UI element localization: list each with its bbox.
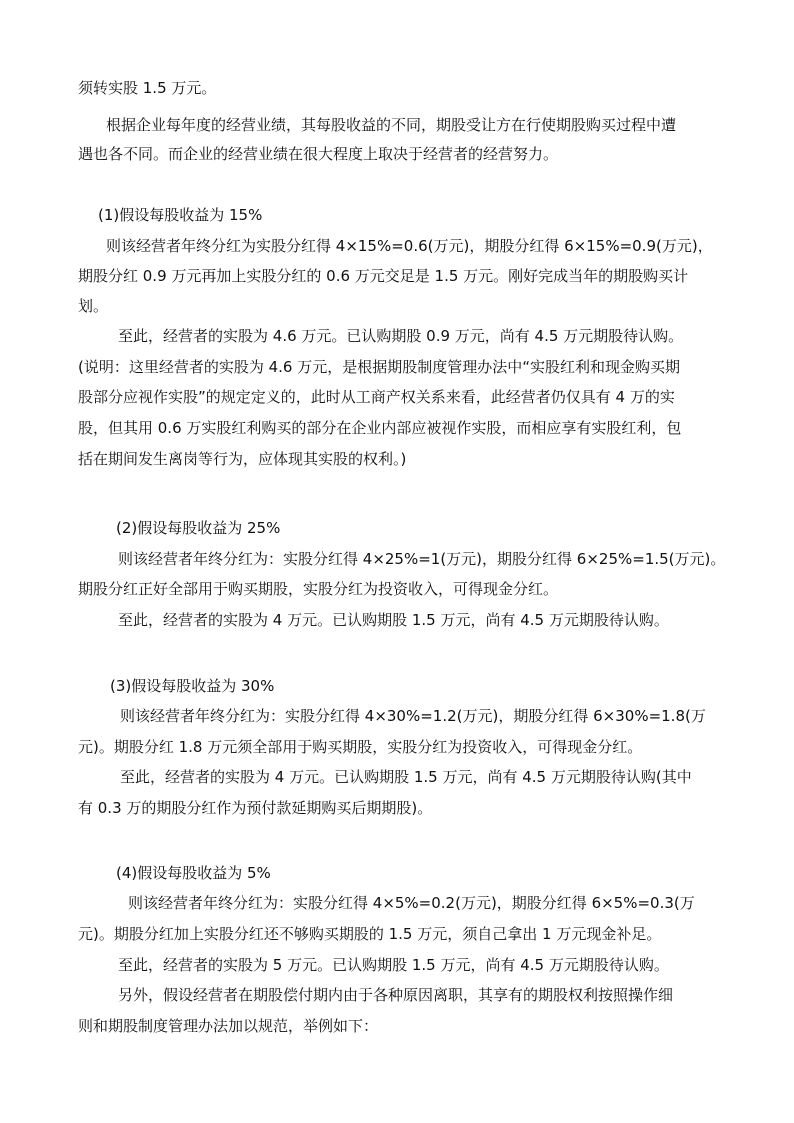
text-line: (说明：这里经营者的实股为 4.6 万元，是根据期股制度管理办法中“实股红利和现金购买期 [78, 358, 681, 376]
text-line: 期股分红 0.9 万元再加上实股分红的 0.6 万元交足是 1.5 万元。刚好完成当年的期股购买计 [78, 267, 689, 285]
text-line: 则该经营者年终分红为：实股分红得 4×5%=0.2(万元)，期股分红得 6×5%=0.3(万 [128, 894, 695, 912]
text-line: 则该经营者年终分红为实股分红得 4×15%=0.6(万元)，期股分红得 6×15%=0.9(万元)， [106, 237, 713, 255]
section-heading-4: (4)假设每股收益为 5% [116, 864, 271, 882]
text-line: 期股分红正好全部用于购买期股，实股分红为投资收入，可得现金分红。 [78, 580, 559, 598]
text-line: 股部分应视作实股”的规定定义的，此时从工商产权关系来看，此经营者仍仅具有 4 万的实 [78, 388, 675, 406]
text-line: 至此，经营者的实股为 4 万元。已认购期股 1.5 万元，尚有 4.5 万元期股待认购(其中 [120, 768, 692, 786]
text-line: 元)。期股分红加上实股分红还不够购买期股的 1.5 万元，须自己拿出 1 万元现金补足。 [78, 925, 662, 943]
text-line: 元)。期股分红 1.8 万元须全部用于购买期股，实股分红为投资收入，可得现金分红。 [78, 738, 643, 756]
section-heading-3: (3)假设每股收益为 30% [110, 677, 275, 695]
text-line: 括在期间发生离岗等行为，应体现其实股的权利。) [78, 450, 407, 468]
text-line: 则该经营者年终分红为：实股分红得 4×30%=1.2(万元)，期股分红得 6×30%=1.8(万 [120, 707, 706, 725]
text-line: 划。 [78, 297, 109, 315]
text-line: 至此，经营者的实股为 4 万元。已认购期股 1.5 万元，尚有 4.5 万元期股待认购。 [118, 611, 669, 629]
text-line: 遇也各不同。而企业的经营业绩在很大程度上取决于经营者的经营努力。 [78, 145, 559, 163]
text-line: 须转实股 1.5 万元。 [78, 79, 217, 97]
section-heading-2: (2)假设每股收益为 25% [116, 519, 281, 537]
text-line: 则该经营者年终分红为：实股分红得 4×25%=1(万元)，期股分红得 6×25%=1.5(万元)。 [118, 550, 726, 568]
text-line: 至此，经营者的实股为 4.6 万元。已认购期股 0.9 万元，尚有 4.5 万元期股待认购。 [118, 327, 684, 345]
text-line: 另外，假设经营者在期股偿付期内由于各种原因离职，其享有的期股权利按照操作细 [118, 986, 674, 1004]
text-line: 则和期股制度管理办法加以规范，举例如下： [78, 1017, 379, 1035]
text-line: 股，但其用 0.6 万实股红利购买的部分在企业内部应被视作实股，而相应享有实股红利，包 [78, 419, 682, 437]
text-line: 根据企业每年度的经营业绩，其每股收益的不同，期股受让方在行使期股购买过程中遭 [106, 116, 677, 134]
text-line: 有 0.3 万的期股分红作为预付款延期购买后期期股)。 [78, 799, 433, 817]
section-heading-1: (1)假设每股收益为 15% [98, 206, 263, 224]
text-line: 至此，经营者的实股为 5 万元。已认购期股 1.5 万元，尚有 4.5 万元期股待认购。 [118, 956, 669, 974]
